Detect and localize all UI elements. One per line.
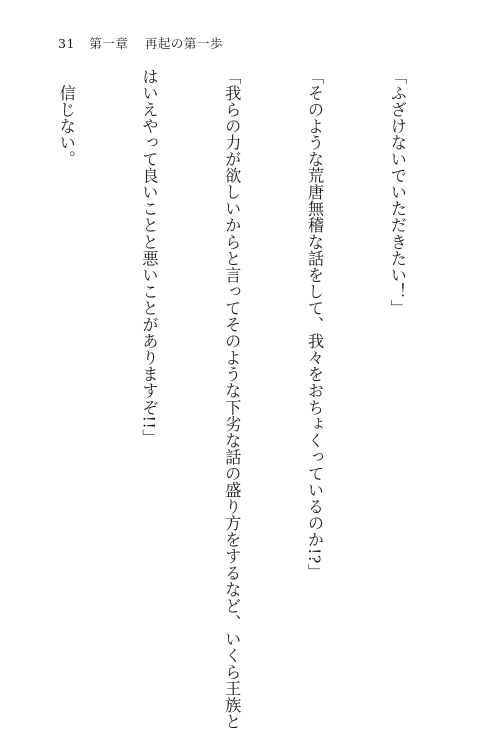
chapter-label: 第一章 <box>89 36 129 51</box>
text-line: 「ふざけないでいただきたい！」 <box>387 68 407 317</box>
text-line: 「我らの力が欲しいからと言ってそのような下劣な話の盛り方をするなど、いくら王族と <box>222 68 242 730</box>
chapter-title: 再起の第一歩 <box>144 36 223 51</box>
running-head <box>58 34 223 52</box>
body-text <box>0 68 466 730</box>
text-line: 信じない。 <box>56 68 76 168</box>
text-line: 「そのような荒唐無稽な話をして、我々をおちょくっているのか!?」 <box>305 68 325 581</box>
page-number: 31 <box>58 36 75 51</box>
text-line: はいえやって良いことと悪いことがありますぞ!!」 <box>139 68 159 446</box>
